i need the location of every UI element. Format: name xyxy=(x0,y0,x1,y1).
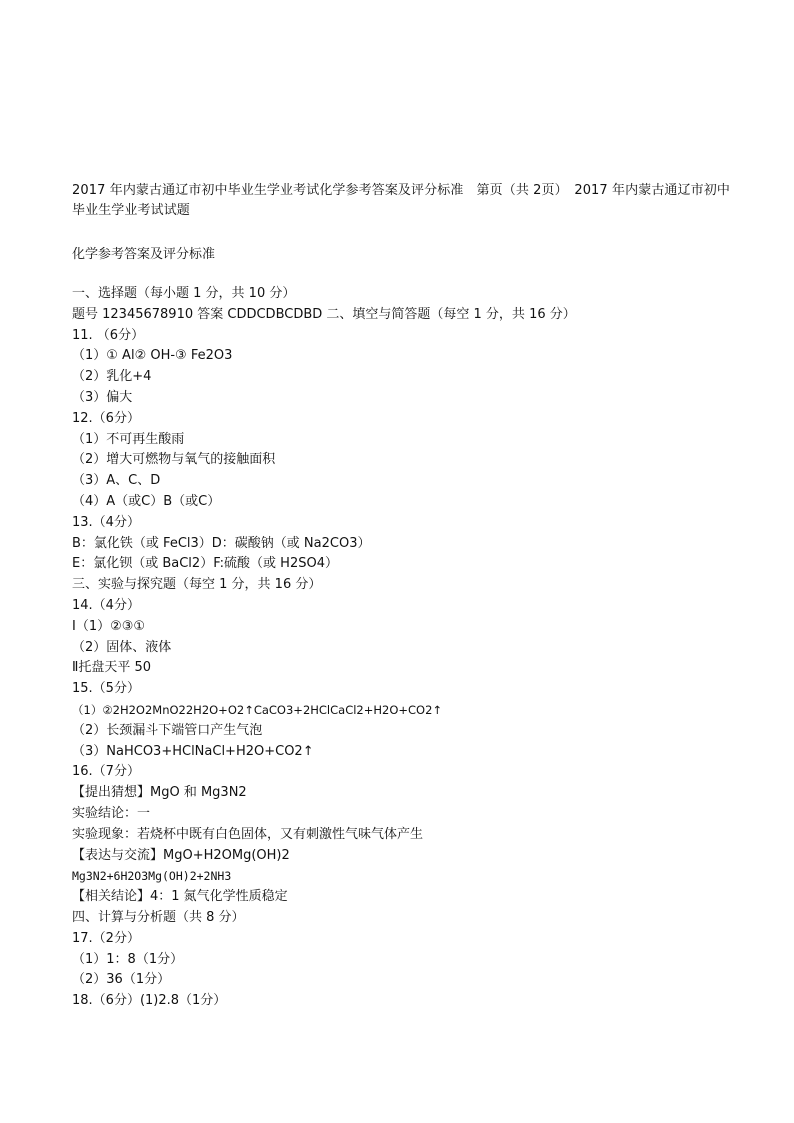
answer-line: 题号 12345678910 答案 CDDCDBCDBD 二、填空与简答题（每空 1 分，共 16 分） xyxy=(72,306,576,322)
answer-line: E：氯化钡（或 BaCl2）F:硫酸（或 H2SO4） xyxy=(72,556,338,572)
answer-line: 【表达与交流】MgO+H2OMg(OH)2 xyxy=(72,847,290,863)
question-number: 11. （6分） xyxy=(72,327,145,343)
answer-line: （2）增大可燃物与氧气的接触面积 xyxy=(72,452,276,468)
answer-line: Ⅱ托盘天平 50 xyxy=(72,660,152,676)
question-number: 13.（4分） xyxy=(72,514,140,530)
question-number: 17.（2分） xyxy=(72,930,140,946)
question-number: 16.（7分） xyxy=(72,764,140,780)
answer-line: Ⅰ（1）②③① xyxy=(72,618,146,634)
answer-line: （4）A（或C）B（或C） xyxy=(72,493,221,509)
section-heading: 三、实验与探究题（每空 1 分，共 16 分） xyxy=(72,577,322,593)
answer-line: （1）②2H2O2MnO22H2O+O2↑CaCO3+2HClCaCl2+H2O+CO2↑ xyxy=(72,702,443,717)
answer-line: （3）NaHCO3+HClNaCl+H2O+CO2↑ xyxy=(72,743,314,759)
answer-line: 【提出猜想】MgO 和 Mg3N2 xyxy=(72,785,247,801)
document-subtitle: 化学参考答案及评分标准 xyxy=(72,247,216,262)
answer-line: B：氯化铁（或 FeCl3）D：碳酸钠（或 Na2CO3） xyxy=(72,535,371,551)
answer-line: （2）长颈漏斗下端管口产生气泡 xyxy=(72,722,263,738)
answer-line: （3）A、C、D xyxy=(72,473,161,489)
answer-line: （1）1：8（1分） xyxy=(72,951,184,967)
answer-line: （2）乳化+4 xyxy=(72,369,152,385)
answer-line: 18.（6分）(1)2.8（1分） xyxy=(72,993,227,1009)
section-heading: 四、计算与分析题（共 8 分） xyxy=(72,909,245,925)
question-number: 12.（6分） xyxy=(72,410,140,426)
answer-line: Mg3N2+6H2O3Mg(OH)2+2NH3 xyxy=(72,869,232,884)
question-number: 15.（5分） xyxy=(72,681,140,697)
answer-lines xyxy=(72,284,732,1012)
answer-line: （1）① Al② OH-③ Fe2O3 xyxy=(72,348,233,364)
answer-line: （1）不可再生酸雨 xyxy=(72,431,185,447)
answer-line: （2）36（1分） xyxy=(72,972,171,988)
document-title: 2017 年内蒙古通辽市初中毕业生学业考试化学参考答案及评分标准 第页（共 2页） 2017 年内蒙古通辽市初中毕业生学业考试试题 xyxy=(72,183,730,218)
answer-line: （2）固体、液体 xyxy=(72,639,172,655)
answer-line: 实验结论：一 xyxy=(72,805,151,821)
section-heading: 一、选择题（每小题 1 分，共 10 分） xyxy=(72,286,296,301)
answer-line: （3）偏大 xyxy=(72,389,133,405)
question-number: 14.（4分） xyxy=(72,597,140,613)
answer-line: 【相关结论】4：1 氮气化学性质稳定 xyxy=(72,889,288,905)
answer-line: 实验现象：若烧杯中既有白色固体，又有刺激性气味气体产生 xyxy=(72,826,424,842)
